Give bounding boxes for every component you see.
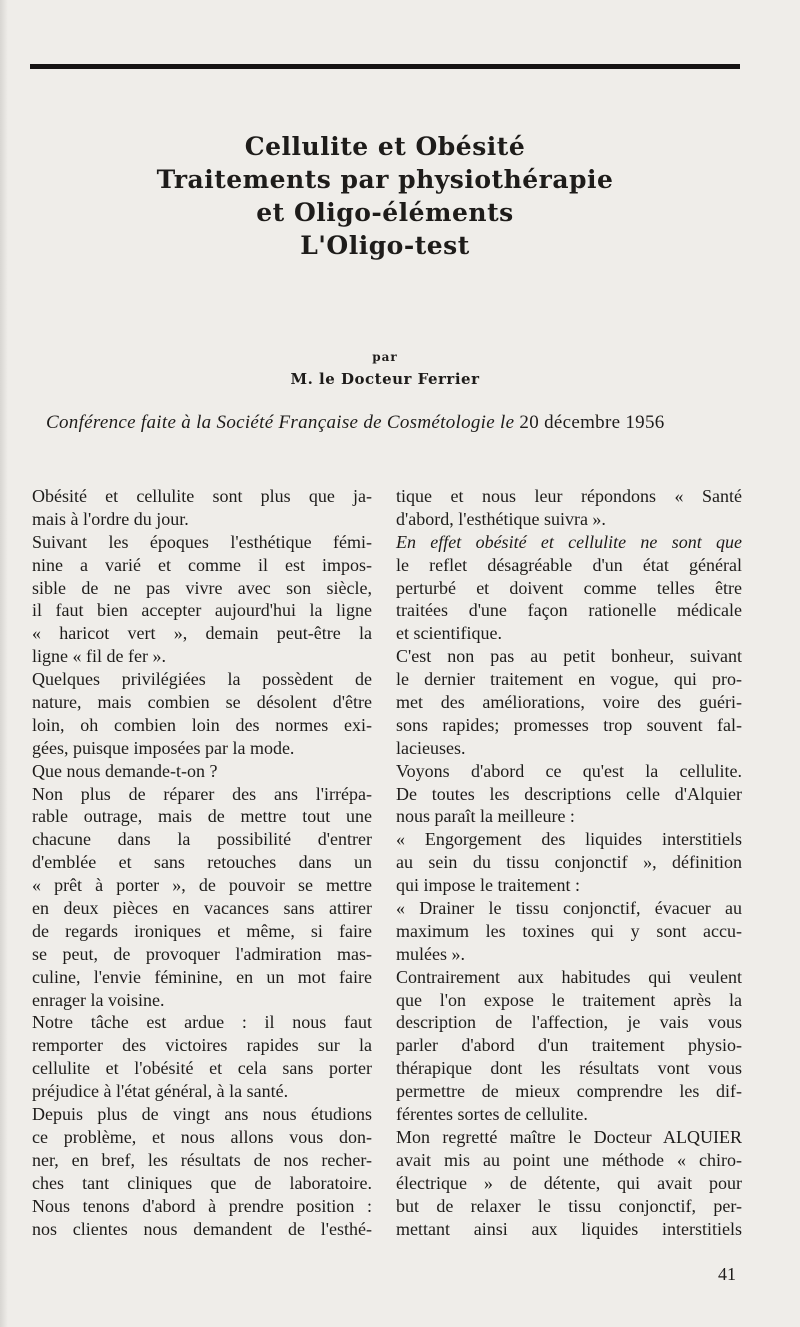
text-line: « haricot vert », demain peut-être la (32, 623, 372, 644)
text-line: « prêt à porter », de pouvoir se mettre (32, 875, 372, 896)
text-line: ce problème, et nous allons vous don- (32, 1126, 372, 1147)
article-title (30, 130, 740, 262)
title-line-4: L'Oligo-test (300, 231, 470, 260)
text-line: il faut bien accepter aujourd'hui la ligne (32, 600, 372, 621)
conference-text: Conférence faite à la Société Française de Cosmétologie le (46, 412, 515, 433)
text-line: Depuis plus de vingt ans nous étudions (32, 1104, 372, 1125)
text-line: se peut, de provoquer l'admiration mas- (32, 943, 372, 964)
text-line: Suivant les époques l'esthétique fémi- (32, 531, 372, 552)
text-line: traitées d'une façon rationelle médicale (396, 600, 742, 621)
text-line: d'abord, l'esthétique suivra ». (396, 508, 606, 529)
text-line: en deux pièces en vacances sans attirer (32, 898, 372, 919)
text-line: permettre de mieux comprendre les dif- (396, 1081, 742, 1102)
text-line: d'emblée et sans retouches dans un (32, 852, 372, 873)
text-line: ligne « fil de fer ». (32, 646, 166, 667)
text-line: électrique » de détente, qui avait pour (396, 1172, 742, 1193)
text-line: Obésité et cellulite sont plus que ja- (32, 486, 372, 506)
text-line: rable outrage, mais de mettre tout une (32, 806, 372, 827)
text-line: Que nous demande-t-on ? (32, 760, 218, 781)
page-number: 41 (718, 1264, 736, 1284)
text-line: Contrairement aux habitudes qui veulent (396, 966, 742, 987)
text-line: but de relaxer le tissu conjonctif, per- (396, 1195, 742, 1216)
text-line: nature, mais combien se désolent d'être (32, 692, 372, 713)
conference-date: 20 décembre 1956 (519, 412, 665, 433)
top-rule (30, 64, 740, 69)
text-line: Voyons d'abord ce qu'est la cellulite. (396, 760, 742, 781)
text-line: culine, l'envie féminine, en un mot faire (32, 966, 372, 987)
text-line: sible de ne pas vivre avec son siècle, (32, 577, 372, 598)
text-line: le reflet désagréable d'un état général (396, 554, 742, 575)
text-line: C'est non pas au petit bonheur, suivant (396, 646, 742, 667)
text-line: férentes sortes de cellulite. (396, 1104, 588, 1125)
text-line: Mon regretté maître le Docteur ALQUIER (396, 1126, 742, 1147)
text-line: Non plus de réparer des ans l'irrépa- (32, 783, 372, 804)
title-line-1: Cellulite et Obésité (244, 132, 526, 161)
text-line: et scientifique. (396, 623, 502, 644)
text-line: ner, en bref, les résultats de nos recher- (32, 1149, 372, 1170)
text-line: ches tant cliniques que de laboratoire. (32, 1172, 372, 1193)
text-line: nos clientes nous demandent de l'esthé- (32, 1218, 372, 1239)
text-line: description de l'affection, je vais vous (396, 1012, 742, 1033)
text-line: enrager la voisine. (32, 989, 165, 1010)
text-line: maximum les toxines qui y sont accu- (396, 920, 742, 941)
text-line: met des améliorations, voire des guéri- (396, 692, 742, 713)
text-line: avait mis au point une méthode « chiro- (396, 1149, 742, 1170)
text-line: tique et nous leur répondons « Santé (396, 486, 742, 506)
text-line: En effet obésité et cellulite ne sont que (396, 531, 742, 552)
text-line: De toutes les descriptions celle d'Alquier (396, 783, 742, 804)
text-line: chacune dans la possibilité d'entrer (32, 829, 372, 850)
text-line: sons rapides; promesses trop souvent fal- (396, 714, 742, 735)
title-line-3: et Oligo-éléments (256, 198, 514, 227)
text-line: mais à l'ordre du jour. (32, 508, 189, 529)
text-line: de regards ironiques et même, si faire (32, 920, 372, 941)
text-line: mettant ainsi aux liquides interstitiels (396, 1218, 742, 1239)
text-line: Notre tâche est ardue : il nous faut (32, 1012, 372, 1033)
text-line: lacieuses. (396, 737, 466, 758)
text-line: thérapique dont les résultats vont vous (396, 1058, 742, 1079)
left-column (32, 485, 372, 1240)
text-line: parler d'abord d'un traitement physio- (396, 1035, 742, 1056)
right-column (396, 485, 742, 1240)
text-line: au sein du tissu conjonctif », définition (396, 852, 742, 873)
title-line-2: Traitements par physiothérapie (156, 165, 614, 194)
text-line: remporter des victoires rapides sur la (32, 1035, 372, 1056)
text-line: qui impose le traitement : (396, 875, 580, 896)
text-line: perturbé et doivent comme telles être (396, 577, 742, 598)
text-line: nine a varié et comme il est impos- (32, 554, 372, 575)
page-edge (0, 0, 8, 1327)
text-line: « Engorgement des liquides interstitiels (396, 829, 742, 850)
text-line: que l'on expose le traitement après la (396, 989, 742, 1010)
text-line: mulées ». (396, 943, 465, 964)
text-line: le dernier traitement en vogue, qui pro- (396, 669, 742, 690)
byline-par: par (372, 350, 398, 364)
text-line: cellulite et l'obésité et cela sans porter (32, 1058, 372, 1079)
text-line: gées, puisque imposées par la mode. (32, 737, 295, 758)
text-line: préjudice à l'état général, à la santé. (32, 1081, 289, 1102)
text-line: « Drainer le tissu conjonctif, évacuer au (396, 898, 742, 919)
conference-note (46, 412, 746, 434)
text-line: Nous tenons d'abord à prendre position : (32, 1195, 372, 1216)
text-line: Quelques privilégiées la possèdent de (32, 669, 372, 690)
author-name: M. le Docteur Ferrier (290, 370, 480, 388)
text-line: nous paraît la meilleure : (396, 806, 575, 827)
text-line: loin, oh combien loin des normes exi- (32, 714, 372, 735)
